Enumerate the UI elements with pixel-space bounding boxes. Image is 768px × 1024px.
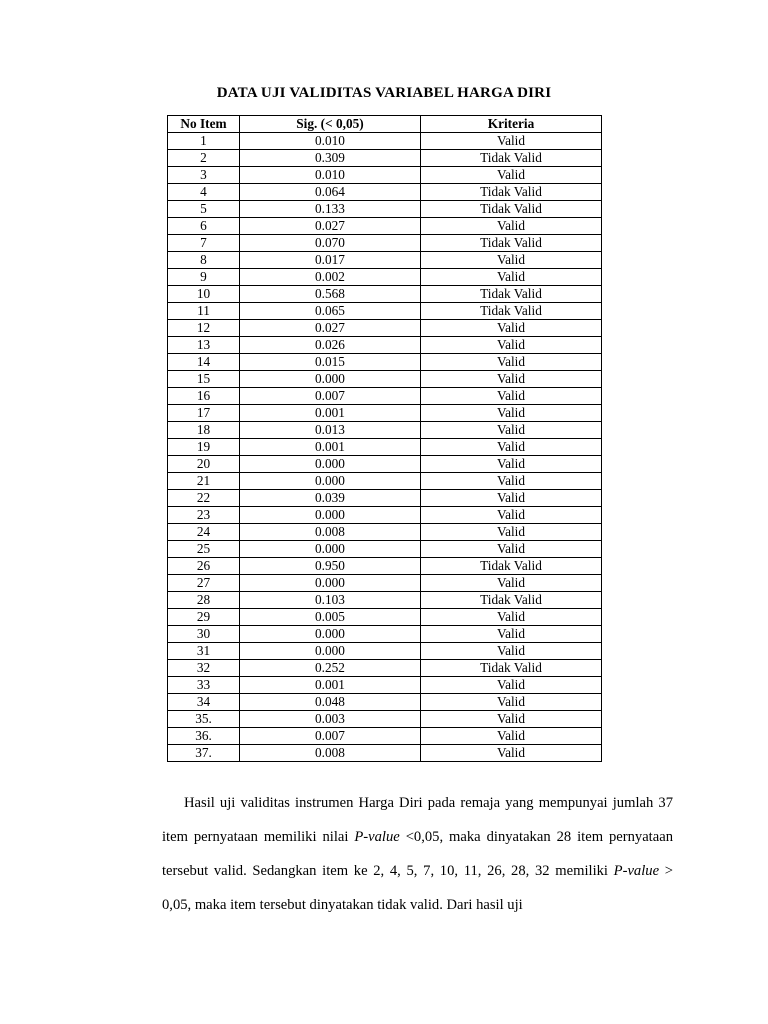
table-row — [168, 592, 602, 609]
cell-no-item: 23 — [168, 507, 240, 524]
cell-kriteria: Valid — [421, 371, 602, 388]
cell-kriteria: Valid — [421, 456, 602, 473]
table-row — [168, 235, 602, 252]
cell-kriteria: Tidak Valid — [421, 660, 602, 677]
cell-kriteria: Valid — [421, 541, 602, 558]
cell-sig: 0.000 — [240, 575, 421, 592]
cell-kriteria: Valid — [421, 167, 602, 184]
cell-no-item: 28 — [168, 592, 240, 609]
cell-kriteria: Tidak Valid — [421, 303, 602, 320]
cell-sig: 0.015 — [240, 354, 421, 371]
cell-sig: 0.017 — [240, 252, 421, 269]
cell-kriteria: Valid — [421, 626, 602, 643]
cell-no-item: 24 — [168, 524, 240, 541]
cell-kriteria: Valid — [421, 388, 602, 405]
cell-no-item: 19 — [168, 439, 240, 456]
body-paragraph — [162, 786, 673, 922]
cell-sig: 0.005 — [240, 609, 421, 626]
cell-no-item: 12 — [168, 320, 240, 337]
cell-kriteria: Valid — [421, 507, 602, 524]
cell-no-item: 37. — [168, 745, 240, 762]
cell-kriteria: Valid — [421, 575, 602, 592]
cell-no-item: 1 — [168, 133, 240, 150]
table-row — [168, 303, 602, 320]
p-value-term: P-value — [613, 863, 660, 879]
table-title: DATA UJI VALIDITAS VARIABEL HARGA DIRI — [216, 85, 552, 101]
cell-no-item: 22 — [168, 490, 240, 507]
table-row — [168, 286, 602, 303]
cell-sig: 0.027 — [240, 218, 421, 235]
cell-sig: 0.070 — [240, 235, 421, 252]
cell-no-item: 9 — [168, 269, 240, 286]
cell-kriteria: Valid — [421, 252, 602, 269]
table-row — [168, 609, 602, 626]
cell-no-item: 13 — [168, 337, 240, 354]
cell-no-item: 18 — [168, 422, 240, 439]
cell-kriteria: Valid — [421, 609, 602, 626]
table-row — [168, 320, 602, 337]
header-kriteria: Kriteria — [421, 116, 602, 133]
cell-kriteria: Valid — [421, 218, 602, 235]
cell-sig: 0.252 — [240, 660, 421, 677]
table-row — [168, 218, 602, 235]
table-row — [168, 337, 602, 354]
cell-no-item: 6 — [168, 218, 240, 235]
table-row — [168, 354, 602, 371]
table-row — [168, 558, 602, 575]
cell-kriteria: Tidak Valid — [421, 558, 602, 575]
cell-no-item: 17 — [168, 405, 240, 422]
cell-no-item: 8 — [168, 252, 240, 269]
cell-sig: 0.309 — [240, 150, 421, 167]
paragraph-text — [162, 786, 673, 922]
cell-sig: 0.001 — [240, 405, 421, 422]
cell-sig: 0.001 — [240, 439, 421, 456]
cell-sig: 0.000 — [240, 507, 421, 524]
cell-sig: 0.000 — [240, 643, 421, 660]
cell-kriteria: Valid — [421, 337, 602, 354]
table-row — [168, 745, 602, 762]
cell-kriteria: Tidak Valid — [421, 592, 602, 609]
cell-no-item: 2 — [168, 150, 240, 167]
cell-sig: 0.065 — [240, 303, 421, 320]
cell-no-item: 33 — [168, 677, 240, 694]
cell-kriteria: Tidak Valid — [421, 184, 602, 201]
cell-no-item: 35. — [168, 711, 240, 728]
cell-kriteria: Valid — [421, 643, 602, 660]
cell-kriteria: Valid — [421, 677, 602, 694]
table-row — [168, 643, 602, 660]
table-row — [168, 575, 602, 592]
table-row — [168, 660, 602, 677]
cell-sig: 0.003 — [240, 711, 421, 728]
table-row — [168, 184, 602, 201]
table-row — [168, 507, 602, 524]
cell-sig: 0.133 — [240, 201, 421, 218]
cell-no-item: 10 — [168, 286, 240, 303]
table-row — [168, 439, 602, 456]
validity-table — [167, 115, 602, 762]
table-row — [168, 711, 602, 728]
cell-no-item: 29 — [168, 609, 240, 626]
cell-no-item: 34 — [168, 694, 240, 711]
cell-no-item: 25 — [168, 541, 240, 558]
cell-no-item: 31 — [168, 643, 240, 660]
cell-no-item: 21 — [168, 473, 240, 490]
cell-sig: 0.013 — [240, 422, 421, 439]
paragraph-segment-1: Hasil uji validitas instrumen Harga Diri pada remaja yang mempunyai jumlah 37 item pernyataan memiliki nilai — [162, 795, 673, 845]
paragraph-segment-2: <0,05, maka dinyatakan 28 item pernyataan tersebut valid. Sedangkan item ke 2, 4, 5, 7, 10, 11, 26, 28, 32 memiliki — [162, 829, 673, 879]
cell-kriteria: Valid — [421, 745, 602, 762]
cell-kriteria: Valid — [421, 711, 602, 728]
table-row — [168, 524, 602, 541]
table-row — [168, 388, 602, 405]
cell-kriteria: Valid — [421, 439, 602, 456]
cell-sig: 0.001 — [240, 677, 421, 694]
cell-no-item: 16 — [168, 388, 240, 405]
table-row — [168, 677, 602, 694]
cell-sig: 0.950 — [240, 558, 421, 575]
cell-sig: 0.008 — [240, 745, 421, 762]
cell-kriteria: Tidak Valid — [421, 201, 602, 218]
table-row — [168, 694, 602, 711]
table-body — [168, 133, 602, 762]
table-row — [168, 456, 602, 473]
cell-kriteria: Valid — [421, 473, 602, 490]
cell-sig: 0.008 — [240, 524, 421, 541]
cell-sig: 0.000 — [240, 456, 421, 473]
cell-sig: 0.103 — [240, 592, 421, 609]
cell-sig: 0.007 — [240, 388, 421, 405]
cell-no-item: 5 — [168, 201, 240, 218]
table-row — [168, 150, 602, 167]
cell-kriteria: Tidak Valid — [421, 235, 602, 252]
table-row — [168, 133, 602, 150]
table-row — [168, 405, 602, 422]
cell-kriteria: Valid — [421, 320, 602, 337]
cell-no-item: 20 — [168, 456, 240, 473]
cell-kriteria: Tidak Valid — [421, 150, 602, 167]
cell-sig: 0.010 — [240, 167, 421, 184]
cell-no-item: 7 — [168, 235, 240, 252]
cell-kriteria: Tidak Valid — [421, 286, 602, 303]
header-sig: Sig. (< 0,05) — [240, 116, 421, 133]
cell-sig: 0.064 — [240, 184, 421, 201]
cell-kriteria: Valid — [421, 490, 602, 507]
cell-kriteria: Valid — [421, 269, 602, 286]
cell-sig: 0.568 — [240, 286, 421, 303]
cell-sig: 0.027 — [240, 320, 421, 337]
cell-sig: 0.000 — [240, 626, 421, 643]
cell-kriteria: Valid — [421, 354, 602, 371]
cell-sig: 0.010 — [240, 133, 421, 150]
cell-no-item: 3 — [168, 167, 240, 184]
cell-no-item: 32 — [168, 660, 240, 677]
cell-no-item: 14 — [168, 354, 240, 371]
cell-sig: 0.002 — [240, 269, 421, 286]
table-row — [168, 728, 602, 745]
cell-sig: 0.007 — [240, 728, 421, 745]
p-value-term: P-value — [354, 829, 400, 845]
cell-sig: 0.039 — [240, 490, 421, 507]
cell-no-item: 26 — [168, 558, 240, 575]
cell-sig: 0.048 — [240, 694, 421, 711]
cell-sig: 0.026 — [240, 337, 421, 354]
table-row — [168, 626, 602, 643]
cell-kriteria: Valid — [421, 422, 602, 439]
table-header-row — [168, 116, 602, 133]
table-row — [168, 422, 602, 439]
cell-no-item: 4 — [168, 184, 240, 201]
cell-no-item: 30 — [168, 626, 240, 643]
cell-kriteria: Valid — [421, 133, 602, 150]
cell-no-item: 15 — [168, 371, 240, 388]
paragraph-segment-3: > 0,05, maka item tersebut dinyatakan tidak valid. Dari hasil uji — [162, 863, 673, 913]
cell-no-item: 11 — [168, 303, 240, 320]
cell-kriteria: Valid — [421, 728, 602, 745]
cell-kriteria: Valid — [421, 694, 602, 711]
cell-kriteria: Valid — [421, 405, 602, 422]
cell-no-item: 36. — [168, 728, 240, 745]
table-row — [168, 541, 602, 558]
cell-sig: 0.000 — [240, 541, 421, 558]
table-row — [168, 473, 602, 490]
header-no-item: No Item — [168, 116, 240, 133]
table-row — [168, 371, 602, 388]
cell-sig: 0.000 — [240, 473, 421, 490]
table-row — [168, 167, 602, 184]
cell-no-item: 27 — [168, 575, 240, 592]
cell-kriteria: Valid — [421, 524, 602, 541]
table-row — [168, 252, 602, 269]
cell-sig: 0.000 — [240, 371, 421, 388]
table-row — [168, 201, 602, 218]
table-row — [168, 269, 602, 286]
table-row — [168, 490, 602, 507]
